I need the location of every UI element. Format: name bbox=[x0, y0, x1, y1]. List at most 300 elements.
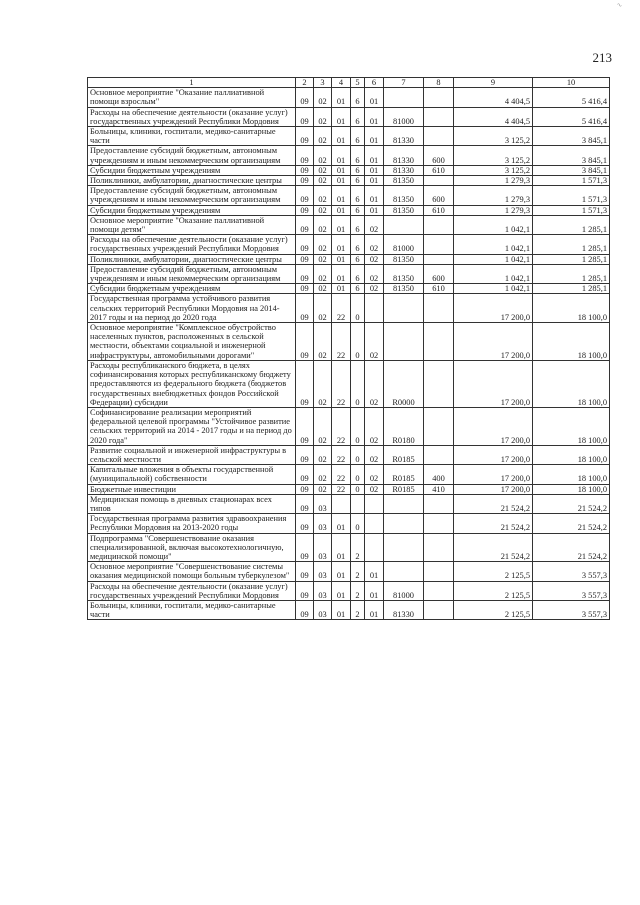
amount-cell: 1 279,3 bbox=[454, 176, 533, 186]
amount-cell: 1 285,1 bbox=[533, 254, 610, 264]
code-cell: 02 bbox=[365, 407, 384, 445]
code-cell: R0185 bbox=[384, 465, 424, 484]
code-cell: 02 bbox=[314, 294, 332, 323]
code-cell: 01 bbox=[332, 107, 351, 126]
header-cell: 4 bbox=[332, 78, 351, 88]
code-cell: 09 bbox=[296, 88, 314, 107]
code-cell: 22 bbox=[332, 323, 351, 361]
code-cell: 400 bbox=[424, 465, 454, 484]
code-cell bbox=[424, 215, 454, 234]
code-cell: 02 bbox=[365, 445, 384, 464]
amount-cell: 5 416,4 bbox=[533, 107, 610, 126]
table-row bbox=[88, 533, 610, 562]
amount-cell: 18 100,0 bbox=[533, 465, 610, 484]
code-cell: 09 bbox=[296, 176, 314, 186]
header-cell: 9 bbox=[454, 78, 533, 88]
corner-mark: ~ bbox=[614, 0, 625, 11]
code-cell: 02 bbox=[314, 407, 332, 445]
header-cell: 10 bbox=[533, 78, 610, 88]
code-cell: 01 bbox=[332, 264, 351, 283]
code-cell bbox=[384, 562, 424, 581]
code-cell: 6 bbox=[351, 176, 365, 186]
code-cell: 610 bbox=[424, 205, 454, 215]
row-name-cell: Субсидии бюджетным учреждениям bbox=[88, 165, 296, 175]
code-cell: 01 bbox=[332, 146, 351, 165]
code-cell: 02 bbox=[314, 146, 332, 165]
code-cell: 09 bbox=[296, 484, 314, 494]
code-cell: 01 bbox=[365, 600, 384, 619]
amount-cell: 21 524,2 bbox=[454, 494, 533, 513]
code-cell: 01 bbox=[365, 88, 384, 107]
code-cell: 2 bbox=[351, 600, 365, 619]
code-cell: 02 bbox=[365, 465, 384, 484]
row-name-cell: Подпрограмма "Совершенствование оказания специализированной, включая высокотехнологичную, медицинской помощи" bbox=[88, 533, 296, 562]
code-cell: 09 bbox=[296, 494, 314, 513]
table-row bbox=[88, 600, 610, 619]
code-cell: 01 bbox=[332, 562, 351, 581]
code-cell: 01 bbox=[365, 581, 384, 600]
code-cell: 81350 bbox=[384, 264, 424, 283]
code-cell: 01 bbox=[332, 581, 351, 600]
code-cell: 22 bbox=[332, 465, 351, 484]
code-cell: 02 bbox=[314, 484, 332, 494]
code-cell: 6 bbox=[351, 165, 365, 175]
code-cell: 02 bbox=[314, 205, 332, 215]
code-cell: 03 bbox=[314, 600, 332, 619]
code-cell: 09 bbox=[296, 323, 314, 361]
code-cell: 02 bbox=[314, 107, 332, 126]
row-name-cell: Субсидии бюджетным учреждениям bbox=[88, 284, 296, 294]
code-cell: R0185 bbox=[384, 445, 424, 464]
code-cell: 09 bbox=[296, 264, 314, 283]
code-cell: 600 bbox=[424, 186, 454, 205]
code-cell bbox=[424, 176, 454, 186]
table-row bbox=[88, 127, 610, 146]
amount-cell: 3 125,2 bbox=[454, 127, 533, 146]
table-row bbox=[88, 264, 610, 283]
code-cell: 09 bbox=[296, 407, 314, 445]
amount-cell: 18 100,0 bbox=[533, 484, 610, 494]
amount-cell: 17 200,0 bbox=[454, 465, 533, 484]
code-cell: 600 bbox=[424, 264, 454, 283]
amount-cell: 1 285,1 bbox=[533, 215, 610, 234]
amount-cell: 5 416,4 bbox=[533, 88, 610, 107]
code-cell: 09 bbox=[296, 254, 314, 264]
code-cell: 03 bbox=[314, 562, 332, 581]
code-cell: 03 bbox=[314, 514, 332, 533]
code-cell: 0 bbox=[351, 360, 365, 407]
code-cell: 02 bbox=[365, 284, 384, 294]
code-cell: 09 bbox=[296, 360, 314, 407]
amount-cell: 17 200,0 bbox=[454, 323, 533, 361]
code-cell bbox=[351, 494, 365, 513]
row-name-cell: Больницы, клиники, госпитали, медико-санитарные части bbox=[88, 600, 296, 619]
header-row bbox=[88, 78, 610, 88]
code-cell: 22 bbox=[332, 360, 351, 407]
code-cell: 01 bbox=[365, 176, 384, 186]
code-cell: 02 bbox=[365, 254, 384, 264]
code-cell: 02 bbox=[314, 176, 332, 186]
code-cell: 02 bbox=[365, 264, 384, 283]
amount-cell: 1 571,3 bbox=[533, 176, 610, 186]
code-cell: 02 bbox=[314, 264, 332, 283]
code-cell: 6 bbox=[351, 215, 365, 234]
code-cell: R0180 bbox=[384, 407, 424, 445]
header-cell: 3 bbox=[314, 78, 332, 88]
code-cell bbox=[424, 581, 454, 600]
code-cell bbox=[384, 533, 424, 562]
code-cell: 6 bbox=[351, 186, 365, 205]
code-cell: 09 bbox=[296, 186, 314, 205]
table-row bbox=[88, 407, 610, 445]
code-cell: 22 bbox=[332, 407, 351, 445]
code-cell bbox=[424, 533, 454, 562]
code-cell bbox=[384, 323, 424, 361]
code-cell: 6 bbox=[351, 146, 365, 165]
row-name-cell: Расходы на обеспечение деятельности (оказание услуг) государственных учреждений Республики Мордовия bbox=[88, 107, 296, 126]
code-cell: 0 bbox=[351, 294, 365, 323]
code-cell: 6 bbox=[351, 88, 365, 107]
amount-cell: 21 524,2 bbox=[454, 533, 533, 562]
row-name-cell: Расходы на обеспечение деятельности (оказание услуг) государственных учреждений Республики Мордовия bbox=[88, 581, 296, 600]
amount-cell: 4 404,5 bbox=[454, 88, 533, 107]
amount-cell: 3 845,1 bbox=[533, 127, 610, 146]
code-cell: 01 bbox=[332, 165, 351, 175]
code-cell: 01 bbox=[332, 215, 351, 234]
header-cell: 8 bbox=[424, 78, 454, 88]
code-cell: 81330 bbox=[384, 165, 424, 175]
code-cell: 01 bbox=[332, 600, 351, 619]
amount-cell: 21 524,2 bbox=[454, 514, 533, 533]
code-cell bbox=[424, 407, 454, 445]
row-name-cell: Развитие социальной и инженерной инфраструктуры в сельской местности bbox=[88, 445, 296, 464]
code-cell bbox=[424, 235, 454, 254]
code-cell: 410 bbox=[424, 484, 454, 494]
code-cell bbox=[424, 600, 454, 619]
code-cell: 0 bbox=[351, 445, 365, 464]
amount-cell: 1 042,1 bbox=[454, 215, 533, 234]
amount-cell: 3 557,3 bbox=[533, 581, 610, 600]
table-row bbox=[88, 88, 610, 107]
code-cell: 2 bbox=[351, 562, 365, 581]
code-cell: 01 bbox=[332, 205, 351, 215]
code-cell: 81350 bbox=[384, 186, 424, 205]
table-row bbox=[88, 484, 610, 494]
row-name-cell: Расходы на обеспечение деятельности (оказание услуг) государственных учреждений Республики Мордовия bbox=[88, 235, 296, 254]
code-cell: 22 bbox=[332, 445, 351, 464]
code-cell: 81330 bbox=[384, 600, 424, 619]
amount-cell: 3 557,3 bbox=[533, 600, 610, 619]
amount-cell: 1 571,3 bbox=[533, 205, 610, 215]
code-cell: 02 bbox=[314, 323, 332, 361]
code-cell bbox=[384, 494, 424, 513]
amount-cell: 2 125,5 bbox=[454, 600, 533, 619]
code-cell: 01 bbox=[332, 186, 351, 205]
code-cell: 81330 bbox=[384, 146, 424, 165]
code-cell: 6 bbox=[351, 127, 365, 146]
code-cell: 81000 bbox=[384, 235, 424, 254]
row-name-cell: Больницы, клиники, госпитали, медико-санитарные части bbox=[88, 127, 296, 146]
code-cell bbox=[424, 514, 454, 533]
table-row bbox=[88, 215, 610, 234]
code-cell: 09 bbox=[296, 533, 314, 562]
amount-cell: 18 100,0 bbox=[533, 323, 610, 361]
row-name-cell: Предоставление субсидий бюджетным, автономным учреждениям и иным некоммерческим организациям bbox=[88, 146, 296, 165]
code-cell: 01 bbox=[365, 562, 384, 581]
code-cell: 0 bbox=[351, 465, 365, 484]
code-cell: 6 bbox=[351, 254, 365, 264]
code-cell: 02 bbox=[314, 186, 332, 205]
row-name-cell: Государственная программа развития здравоохранения Республики Мордовия на 2013-2020 годы bbox=[88, 514, 296, 533]
code-cell: 02 bbox=[314, 284, 332, 294]
code-cell: 01 bbox=[365, 146, 384, 165]
code-cell bbox=[365, 294, 384, 323]
amount-cell: 17 200,0 bbox=[454, 294, 533, 323]
code-cell bbox=[424, 494, 454, 513]
code-cell bbox=[424, 127, 454, 146]
code-cell: 6 bbox=[351, 107, 365, 126]
code-cell: 01 bbox=[332, 235, 351, 254]
row-name-cell: Основное мероприятие "Совершенствование системы оказания медицинской помощи больным туберкулезом" bbox=[88, 562, 296, 581]
page-number: 213 bbox=[592, 50, 612, 65]
table-row bbox=[88, 323, 610, 361]
code-cell: 09 bbox=[296, 465, 314, 484]
header-cell: 7 bbox=[384, 78, 424, 88]
row-name-cell: Основное мероприятие "Комплексное обустройство населенных пунктов, расположенных в сельской местности, объектами социальной и инженерной инфраструктуры, автомобильными дорогами" bbox=[88, 323, 296, 361]
table-row bbox=[88, 562, 610, 581]
code-cell: 01 bbox=[332, 127, 351, 146]
code-cell bbox=[365, 533, 384, 562]
row-name-cell: Основное мероприятие "Оказание паллиативной помощи детям" bbox=[88, 215, 296, 234]
code-cell: 01 bbox=[332, 176, 351, 186]
table-row bbox=[88, 107, 610, 126]
code-cell: 02 bbox=[365, 360, 384, 407]
header-cell: 2 bbox=[296, 78, 314, 88]
code-cell: 0 bbox=[351, 514, 365, 533]
amount-cell: 1 042,1 bbox=[454, 284, 533, 294]
amount-cell: 17 200,0 bbox=[454, 360, 533, 407]
amount-cell: 1 042,1 bbox=[454, 235, 533, 254]
table-row bbox=[88, 254, 610, 264]
amount-cell: 18 100,0 bbox=[533, 294, 610, 323]
code-cell: 02 bbox=[314, 235, 332, 254]
amount-cell: 3 845,1 bbox=[533, 146, 610, 165]
code-cell: 02 bbox=[365, 235, 384, 254]
code-cell: 01 bbox=[365, 107, 384, 126]
table-row bbox=[88, 186, 610, 205]
code-cell: 01 bbox=[332, 514, 351, 533]
code-cell bbox=[424, 254, 454, 264]
row-name-cell: Софинансирование реализации мероприятий федеральной целевой программы "Устойчивое развитие сельских территорий на 2014 - 2017 годы и на период до 2020 года" bbox=[88, 407, 296, 445]
code-cell bbox=[365, 514, 384, 533]
code-cell: 02 bbox=[314, 445, 332, 464]
code-cell bbox=[384, 88, 424, 107]
code-cell: 09 bbox=[296, 146, 314, 165]
code-cell: 610 bbox=[424, 165, 454, 175]
row-name-cell: Поликлиники, амбулатории, диагностические центры bbox=[88, 176, 296, 186]
row-name-cell: Медицинская помощь в дневных стационарах всех типов bbox=[88, 494, 296, 513]
code-cell bbox=[424, 88, 454, 107]
code-cell: 02 bbox=[314, 215, 332, 234]
code-cell bbox=[384, 215, 424, 234]
code-cell: 2 bbox=[351, 533, 365, 562]
code-cell: 02 bbox=[365, 323, 384, 361]
code-cell: 01 bbox=[365, 205, 384, 215]
code-cell bbox=[424, 562, 454, 581]
code-cell: 09 bbox=[296, 215, 314, 234]
code-cell: 09 bbox=[296, 235, 314, 254]
code-cell: 03 bbox=[314, 494, 332, 513]
code-cell bbox=[384, 514, 424, 533]
table-row bbox=[88, 176, 610, 186]
code-cell: 03 bbox=[314, 581, 332, 600]
code-cell: 02 bbox=[314, 165, 332, 175]
row-name-cell: Расходы республиканского бюджета, в целях софинансирования которых республиканскому бюджету предоставляются из федерального бюджета (бюджетов государственных внебюджетных фондов Российской Федерации) субсидии bbox=[88, 360, 296, 407]
code-cell: 02 bbox=[314, 360, 332, 407]
code-cell: 02 bbox=[365, 215, 384, 234]
amount-cell: 1 571,3 bbox=[533, 186, 610, 205]
code-cell: 81350 bbox=[384, 205, 424, 215]
amount-cell: 21 524,2 bbox=[533, 494, 610, 513]
table-body bbox=[88, 88, 610, 620]
row-name-cell: Поликлиники, амбулатории, диагностические центры bbox=[88, 254, 296, 264]
code-cell: 02 bbox=[314, 254, 332, 264]
amount-cell: 1 042,1 bbox=[454, 254, 533, 264]
code-cell: 09 bbox=[296, 107, 314, 126]
code-cell: 22 bbox=[332, 294, 351, 323]
table-row bbox=[88, 294, 610, 323]
row-name-cell: Государственная программа устойчивого развития сельских территорий Республики Мордовия на 2014-2017 годы и на период до 2020 года bbox=[88, 294, 296, 323]
code-cell bbox=[424, 294, 454, 323]
amount-cell: 3 125,2 bbox=[454, 146, 533, 165]
header-cell: 1 bbox=[88, 78, 296, 88]
table-row bbox=[88, 465, 610, 484]
header-cell: 5 bbox=[351, 78, 365, 88]
code-cell: 09 bbox=[296, 562, 314, 581]
amount-cell: 17 200,0 bbox=[454, 407, 533, 445]
code-cell: 09 bbox=[296, 445, 314, 464]
amount-cell: 2 125,5 bbox=[454, 581, 533, 600]
code-cell: 600 bbox=[424, 146, 454, 165]
code-cell: 81000 bbox=[384, 581, 424, 600]
code-cell bbox=[424, 107, 454, 126]
code-cell: 81330 bbox=[384, 127, 424, 146]
code-cell: 09 bbox=[296, 165, 314, 175]
code-cell: 01 bbox=[365, 127, 384, 146]
code-cell: 81000 bbox=[384, 107, 424, 126]
code-cell: 09 bbox=[296, 514, 314, 533]
table-row bbox=[88, 494, 610, 513]
code-cell: R0000 bbox=[384, 360, 424, 407]
code-cell: 2 bbox=[351, 581, 365, 600]
code-cell: R0185 bbox=[384, 484, 424, 494]
code-cell bbox=[332, 494, 351, 513]
table-row bbox=[88, 445, 610, 464]
amount-cell: 17 200,0 bbox=[454, 484, 533, 494]
table-row bbox=[88, 360, 610, 407]
row-name-cell: Предоставление субсидий бюджетным, автономным учреждениям и иным некоммерческим организациям bbox=[88, 186, 296, 205]
code-cell: 610 bbox=[424, 284, 454, 294]
code-cell bbox=[424, 323, 454, 361]
code-cell bbox=[384, 294, 424, 323]
code-cell: 01 bbox=[332, 254, 351, 264]
code-cell bbox=[424, 445, 454, 464]
amount-cell: 21 524,2 bbox=[533, 533, 610, 562]
amount-cell: 4 404,5 bbox=[454, 107, 533, 126]
code-cell bbox=[365, 494, 384, 513]
amount-cell: 1 279,3 bbox=[454, 205, 533, 215]
amount-cell: 3 557,3 bbox=[533, 562, 610, 581]
table-row bbox=[88, 165, 610, 175]
code-cell: 09 bbox=[296, 600, 314, 619]
code-cell: 01 bbox=[365, 165, 384, 175]
code-cell: 81350 bbox=[384, 254, 424, 264]
table-row bbox=[88, 581, 610, 600]
code-cell bbox=[424, 360, 454, 407]
table-row bbox=[88, 235, 610, 254]
code-cell: 03 bbox=[314, 533, 332, 562]
amount-cell: 17 200,0 bbox=[454, 445, 533, 464]
amount-cell: 1 285,1 bbox=[533, 235, 610, 254]
amount-cell: 1 285,1 bbox=[533, 264, 610, 283]
amount-cell: 1 042,1 bbox=[454, 264, 533, 283]
amount-cell: 3 845,1 bbox=[533, 165, 610, 175]
amount-cell: 21 524,2 bbox=[533, 514, 610, 533]
code-cell: 6 bbox=[351, 284, 365, 294]
amount-cell: 18 100,0 bbox=[533, 360, 610, 407]
code-cell: 09 bbox=[296, 294, 314, 323]
code-cell: 6 bbox=[351, 264, 365, 283]
code-cell: 6 bbox=[351, 205, 365, 215]
amount-cell: 1 285,1 bbox=[533, 284, 610, 294]
amount-cell: 1 279,3 bbox=[454, 186, 533, 205]
amount-cell: 18 100,0 bbox=[533, 407, 610, 445]
code-cell: 09 bbox=[296, 284, 314, 294]
amount-cell: 3 125,2 bbox=[454, 165, 533, 175]
amount-cell: 18 100,0 bbox=[533, 445, 610, 464]
row-name-cell: Капитальные вложения в объекты государственной (муниципальной) собственности bbox=[88, 465, 296, 484]
row-name-cell: Предоставление субсидий бюджетным, автономным учреждениям и иным некоммерческим организациям bbox=[88, 264, 296, 283]
code-cell: 09 bbox=[296, 205, 314, 215]
code-cell: 01 bbox=[332, 533, 351, 562]
code-cell: 81350 bbox=[384, 176, 424, 186]
code-cell: 09 bbox=[296, 127, 314, 146]
code-cell: 0 bbox=[351, 323, 365, 361]
code-cell: 0 bbox=[351, 407, 365, 445]
table-row bbox=[88, 205, 610, 215]
row-name-cell: Основное мероприятие "Оказание паллиативной помощи взрослым" bbox=[88, 88, 296, 107]
table-row bbox=[88, 284, 610, 294]
row-name-cell: Субсидии бюджетным учреждениям bbox=[88, 205, 296, 215]
table-row bbox=[88, 146, 610, 165]
code-cell: 22 bbox=[332, 484, 351, 494]
row-name-cell: Бюджетные инвестиции bbox=[88, 484, 296, 494]
table-row bbox=[88, 514, 610, 533]
code-cell: 01 bbox=[332, 88, 351, 107]
code-cell: 0 bbox=[351, 484, 365, 494]
amount-cell: 2 125,5 bbox=[454, 562, 533, 581]
code-cell: 6 bbox=[351, 235, 365, 254]
code-cell: 02 bbox=[314, 465, 332, 484]
code-cell: 02 bbox=[314, 127, 332, 146]
code-cell: 01 bbox=[365, 186, 384, 205]
code-cell: 01 bbox=[332, 284, 351, 294]
code-cell: 02 bbox=[365, 484, 384, 494]
header-cell: 6 bbox=[365, 78, 384, 88]
code-cell: 02 bbox=[314, 88, 332, 107]
code-cell: 09 bbox=[296, 581, 314, 600]
code-cell: 81350 bbox=[384, 284, 424, 294]
